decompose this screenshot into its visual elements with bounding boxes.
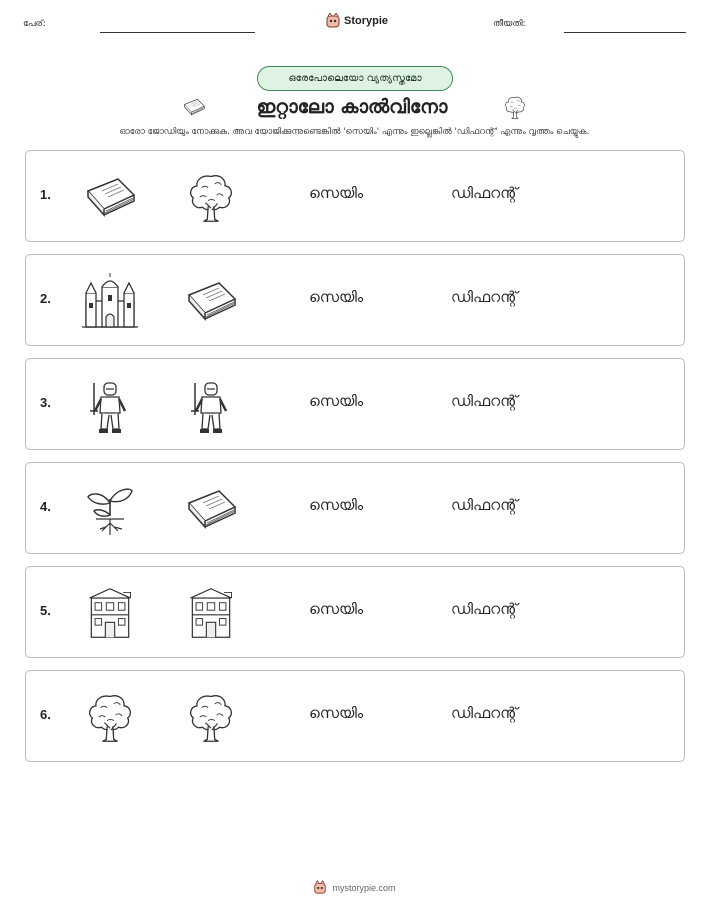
tree-icon <box>181 169 241 225</box>
same-option[interactable]: സെയിം <box>309 184 364 202</box>
instructions: ഓരോ ജോഡിയും നോക്കുക. അവ യോജിക്കുന്നുണ്ടെങ്കിൽ 'സെയിം' എന്നും ഇല്ലെങ്കിൽ 'ഡിഫറന്റ്' എന്നും വൃത്തം ചെയ്യുക. <box>119 127 590 137</box>
brand-name: Storypie <box>344 14 389 27</box>
date-label: തീയതി: <box>493 19 526 29</box>
different-option[interactable]: ഡിഫറന്റ് <box>451 704 518 722</box>
title-row <box>0 92 709 122</box>
name-field-line[interactable] <box>100 32 255 33</box>
question-row <box>25 358 685 450</box>
row-number: 3. <box>40 395 51 410</box>
question-row <box>25 150 685 242</box>
worksheet-header <box>0 0 709 50</box>
mascot-icon <box>325 13 341 28</box>
row-number: 2. <box>40 291 51 306</box>
mascot-icon <box>313 880 327 895</box>
row-number: 4. <box>40 499 51 514</box>
book-icon <box>80 169 140 225</box>
page-title: ഇറ്റാലോ കാൽവിനോ <box>256 96 448 118</box>
name-label: പേര്: <box>23 19 46 29</box>
tree-icon <box>502 92 528 122</box>
book-icon <box>181 273 241 329</box>
subtitle-pill: ഒരേപോലെയോ വ്യത്യസ്തമോ <box>257 66 453 91</box>
different-option[interactable]: ഡിഫറന്റ് <box>451 496 518 514</box>
building-icon <box>181 585 241 641</box>
row-number: 1. <box>40 187 51 202</box>
castle-icon <box>80 273 140 329</box>
different-option[interactable]: ഡിഫറന്റ് <box>451 288 518 306</box>
footer-url[interactable]: mystorypie.com <box>332 882 396 893</box>
question-row <box>25 254 685 346</box>
row-number: 6. <box>40 707 51 722</box>
same-option[interactable]: സെയിം <box>309 496 364 514</box>
knight-icon <box>181 377 241 433</box>
same-option[interactable]: സെയിം <box>309 392 364 410</box>
date-field-line[interactable] <box>564 32 686 33</box>
tree-icon <box>80 689 140 745</box>
different-option[interactable]: ഡിഫറന്റ് <box>451 600 518 618</box>
different-option[interactable]: ഡിഫറന്റ് <box>451 392 518 410</box>
tree-icon <box>181 689 241 745</box>
different-option[interactable]: ഡിഫറന്റ് <box>451 184 518 202</box>
question-row <box>25 670 685 762</box>
building-icon <box>80 585 140 641</box>
same-option[interactable]: സെയിം <box>309 288 364 306</box>
book-icon <box>181 481 241 537</box>
knight-icon <box>80 377 140 433</box>
same-option[interactable]: സെയിം <box>309 600 364 618</box>
book-icon <box>180 95 208 119</box>
question-row <box>25 462 685 554</box>
question-row <box>25 566 685 658</box>
same-option[interactable]: സെയിം <box>309 704 364 722</box>
footer <box>0 880 709 895</box>
brand-logo <box>325 13 388 28</box>
sprout-icon <box>80 481 140 537</box>
row-number: 5. <box>40 603 51 618</box>
